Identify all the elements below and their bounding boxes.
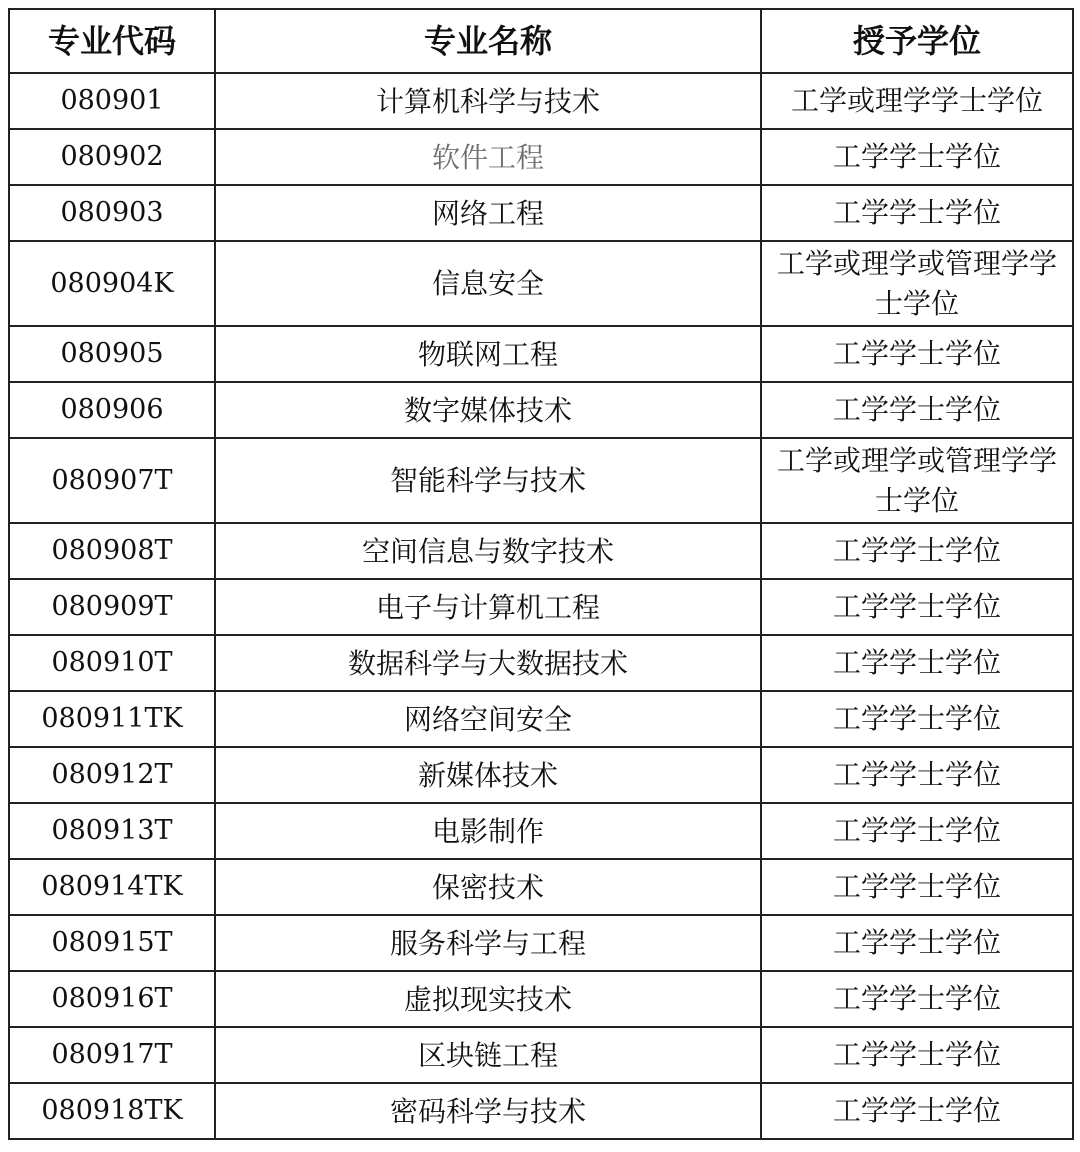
degree-awarded: 工学学士学位: [761, 523, 1073, 579]
major-name: 信息安全: [215, 241, 761, 326]
degree-awarded: 工学学士学位: [761, 382, 1073, 438]
major-code: 080911TK: [9, 691, 215, 747]
degree-awarded: 工学学士学位: [761, 129, 1073, 185]
major-name: 区块链工程: [215, 1027, 761, 1083]
table-row: [9, 915, 1073, 971]
degree-awarded: 工学学士学位: [761, 635, 1073, 691]
table-row: [9, 185, 1073, 241]
degree-awarded: 工学学士学位: [761, 747, 1073, 803]
major-name: 新媒体技术: [215, 747, 761, 803]
table-row: [9, 73, 1073, 129]
degree-awarded: 工学学士学位: [761, 971, 1073, 1027]
major-code: 080917T: [9, 1027, 215, 1083]
degree-awarded: 工学学士学位: [761, 1027, 1073, 1083]
degree-awarded: 工学或理学或管理学学士学位: [761, 241, 1073, 326]
major-name: 密码科学与技术: [215, 1083, 761, 1139]
table-row: [9, 971, 1073, 1027]
degree-awarded: 工学或理学或管理学学士学位: [761, 438, 1073, 523]
major-name: 电影制作: [215, 803, 761, 859]
major-code: 080907T: [9, 438, 215, 523]
table-row: [9, 747, 1073, 803]
table-row: [9, 803, 1073, 859]
major-code: 080910T: [9, 635, 215, 691]
header-row: [9, 9, 1073, 73]
major-code: 080913T: [9, 803, 215, 859]
major-name: 数据科学与大数据技术: [215, 635, 761, 691]
degree-awarded: 工学学士学位: [761, 803, 1073, 859]
table-row: [9, 691, 1073, 747]
table-row: [9, 859, 1073, 915]
major-code: 080905: [9, 326, 215, 382]
major-code: 080904K: [9, 241, 215, 326]
major-code: 080902: [9, 129, 215, 185]
table-row: [9, 326, 1073, 382]
header-name: 专业名称: [215, 9, 761, 73]
major-code: 080909T: [9, 579, 215, 635]
major-code: 080914TK: [9, 859, 215, 915]
table-row: [9, 523, 1073, 579]
major-name: 物联网工程: [215, 326, 761, 382]
degree-awarded: 工学学士学位: [761, 915, 1073, 971]
degree-awarded: 工学学士学位: [761, 859, 1073, 915]
major-code: 080915T: [9, 915, 215, 971]
degree-awarded: 工学学士学位: [761, 185, 1073, 241]
degree-awarded: 工学或理学学士学位: [761, 73, 1073, 129]
major-name: 软件工程: [215, 129, 761, 185]
major-name: 空间信息与数字技术: [215, 523, 761, 579]
header-code: 专业代码: [9, 9, 215, 73]
major-code: 080916T: [9, 971, 215, 1027]
major-name: 服务科学与工程: [215, 915, 761, 971]
table-row: [9, 382, 1073, 438]
degree-awarded: 工学学士学位: [761, 691, 1073, 747]
degree-awarded: 工学学士学位: [761, 1083, 1073, 1139]
major-code: 080906: [9, 382, 215, 438]
major-name: 数字媒体技术: [215, 382, 761, 438]
major-name: 保密技术: [215, 859, 761, 915]
major-name: 虚拟现实技术: [215, 971, 761, 1027]
table-row: [9, 129, 1073, 185]
major-code: 080912T: [9, 747, 215, 803]
degree-awarded: 工学学士学位: [761, 326, 1073, 382]
table-row: [9, 579, 1073, 635]
major-code: 080908T: [9, 523, 215, 579]
major-code: 080918TK: [9, 1083, 215, 1139]
table-row: [9, 241, 1073, 326]
major-name: 计算机科学与技术: [215, 73, 761, 129]
table-row: [9, 1027, 1073, 1083]
degree-awarded: 工学学士学位: [761, 579, 1073, 635]
table-row: [9, 438, 1073, 523]
major-code: 080903: [9, 185, 215, 241]
majors-table: [8, 8, 1074, 1140]
header-degree: 授予学位: [761, 9, 1073, 73]
major-code: 080901: [9, 73, 215, 129]
major-name: 智能科学与技术: [215, 438, 761, 523]
major-name: 网络空间安全: [215, 691, 761, 747]
table-row: [9, 635, 1073, 691]
table-row: [9, 1083, 1073, 1139]
major-name: 网络工程: [215, 185, 761, 241]
major-name: 电子与计算机工程: [215, 579, 761, 635]
